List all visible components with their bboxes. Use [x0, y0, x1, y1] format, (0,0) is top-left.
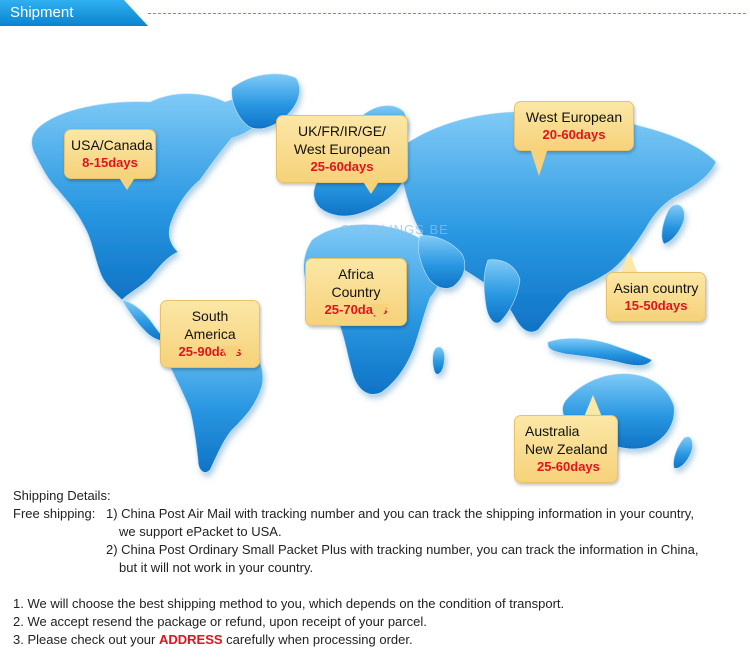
details-heading: Shipping Details: — [13, 488, 111, 503]
method-2-line-b: but it will not work in your country. — [119, 560, 314, 575]
madagascar-shape — [433, 347, 445, 374]
note-3-post: carefully when processing order. — [222, 632, 413, 647]
callout-region: USA/Canada — [71, 137, 153, 153]
callout-tail — [530, 148, 548, 176]
callout-region: West European — [525, 109, 623, 125]
callout-tail — [620, 252, 638, 274]
callout-region: Asian country — [613, 280, 699, 296]
note-2: 2. We accept resend the package or refund, upon receipt of your parcel. — [13, 614, 427, 629]
header-divider — [148, 13, 746, 14]
shipping-details — [13, 487, 747, 649]
callout-tail — [370, 304, 388, 324]
callout-west-european — [514, 101, 634, 151]
watermark-text: CYOSLINGS BE — [340, 222, 449, 237]
callout-days: 25-60days — [310, 159, 374, 174]
note-1: 1. We will choose the best shipping method to you, which depends on the condition of transport. — [13, 596, 565, 611]
north-america-shape — [32, 94, 268, 300]
note-3 — [13, 631, 747, 649]
spacer — [13, 577, 747, 595]
method-2-line-a: 2) China Post Ordinary Small Packet Plus with tracking number, you can track the information in China, — [106, 542, 699, 557]
callout-uk-fr-ir-ge — [276, 115, 408, 183]
callout-tail — [362, 180, 380, 194]
method-1-line-b: we support ePacket to USA. — [119, 524, 282, 539]
callout-region-2: West European — [293, 141, 391, 157]
method-1-line-a: 1) China Post Air Mail with tracking number and you can track the shipping information in your country, — [106, 506, 694, 521]
address-emphasis: ADDRESS — [158, 632, 223, 647]
free-shipping-label: Free shipping: — [13, 506, 96, 521]
callout-tail — [584, 395, 602, 417]
callout-tail — [118, 176, 136, 190]
callout-days: 20-60days — [542, 127, 606, 142]
new-zealand-shape — [673, 437, 692, 469]
callout-asian-country — [606, 272, 706, 322]
page-title: Shipment — [10, 4, 74, 21]
callout-australia-nz — [514, 415, 618, 483]
indonesia-shape — [548, 338, 652, 365]
callout-days: 25-90days — [178, 344, 242, 359]
callout-region: Australia — [525, 423, 580, 439]
callout-region-2: New Zealand — [525, 441, 608, 457]
callout-days: 8-15days — [82, 155, 138, 170]
callout-days: 25-70days — [324, 302, 388, 317]
note-3-pre: 3. Please check out your — [13, 632, 159, 647]
callout-days: 25-60days — [537, 459, 600, 474]
callout-south-america — [160, 300, 260, 368]
callout-region: Africa Country — [331, 266, 381, 300]
callout-region: UK/FR/IR/GE/ — [298, 123, 386, 139]
free-shipping-row — [13, 505, 747, 523]
callout-africa — [305, 258, 407, 326]
japan-shape — [662, 205, 685, 244]
callout-days: 15-50days — [624, 298, 688, 313]
callout-tail — [222, 346, 240, 368]
callout-region: South America — [184, 308, 236, 342]
callout-usa-canada — [64, 129, 156, 179]
